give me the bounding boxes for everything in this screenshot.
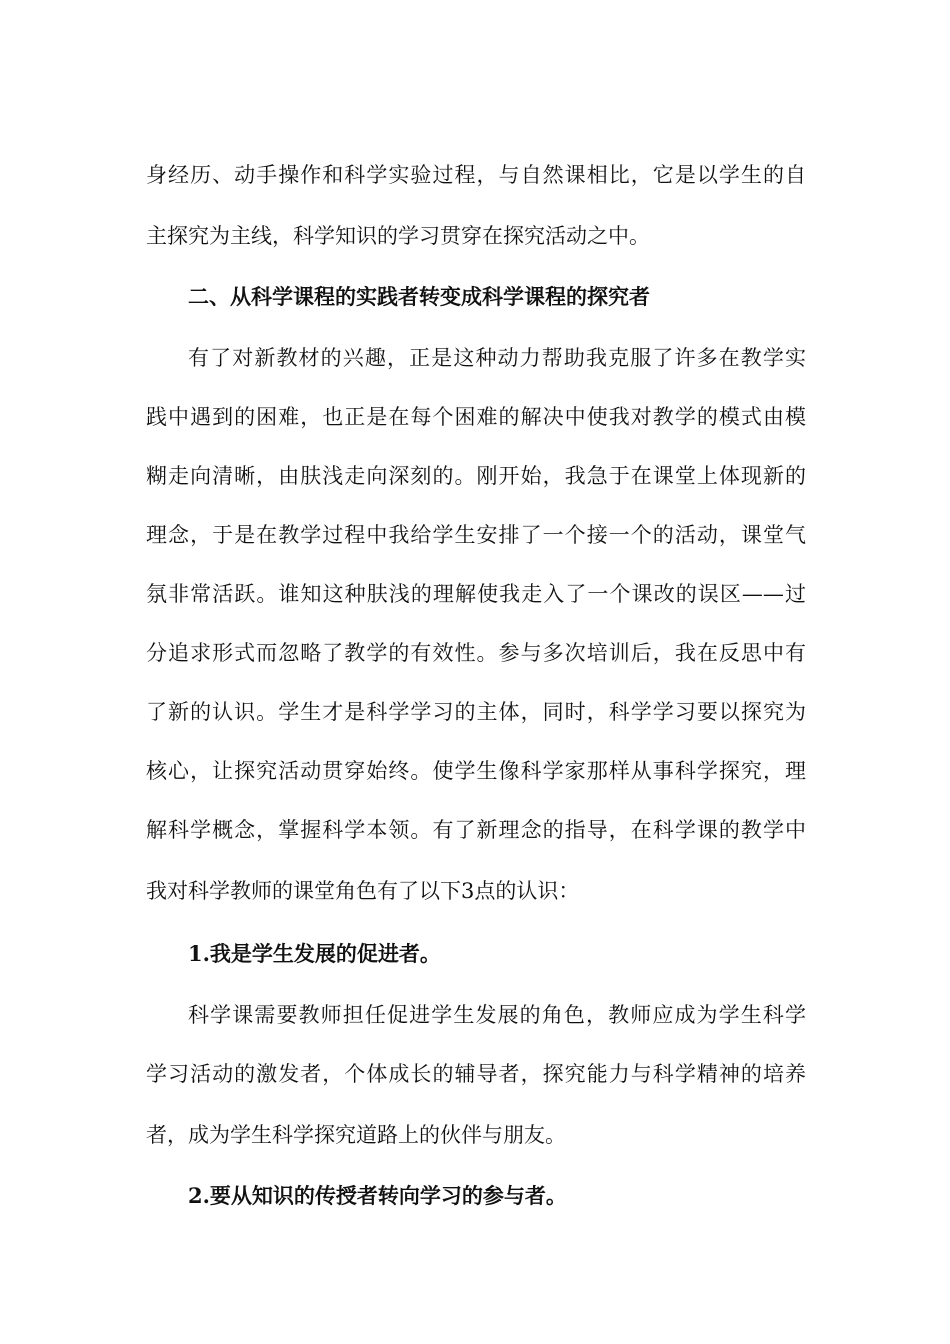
subsection-heading: 2.要从知识的传授者转向学习的参与者。 xyxy=(188,1183,567,1208)
paragraph-line: 核心，让探究活动贯穿始终。使学生像科学家那样从事科学探究，理 xyxy=(146,759,806,783)
paragraph-line: 身经历、动手操作和科学实验过程，与自然课相比，它是以学生的自 xyxy=(146,163,806,187)
paragraph-line: 科学课需要教师担任促进学生发展的角色，教师应成为学生科学 xyxy=(188,1003,806,1027)
paragraph-line: 氛非常活跃。谁知这种肤浅的理解使我走入了一个课改的误区——过 xyxy=(146,582,806,606)
paragraph-line: 主探究为主线，科学知识的学习贯穿在探究活动之中。 xyxy=(146,224,650,248)
subsection-heading: 1.我是学生发展的促进者。 xyxy=(188,941,441,966)
paragraph-line: 糊走向清晰，由肤浅走向深刻的。刚开始，我急于在课堂上体现新的 xyxy=(146,464,806,488)
section-heading: 二、从科学课程的实践者转变成科学课程的探究者 xyxy=(188,284,650,309)
paragraph-line: 学习活动的激发者，个体成长的辅导者，探究能力与科学精神的培养 xyxy=(146,1062,806,1086)
paragraph-line: 有了对新教材的兴趣，正是这种动力帮助我克服了许多在教学实 xyxy=(188,346,806,370)
paragraph-line: 者，成为学生科学探究道路上的伙伴与朋友。 xyxy=(146,1123,566,1147)
paragraph-line: 理念，于是在教学过程中我给学生安排了一个接一个的活动，课堂气 xyxy=(146,523,806,547)
paragraph-line: 了新的认识。学生才是科学学习的主体，同时，科学学习要以探究为 xyxy=(146,700,806,724)
paragraph-line: 践中遇到的困难，也正是在每个困难的解决中使我对教学的模式由模 xyxy=(146,405,806,429)
paragraph-line: 我对科学教师的课堂角色有了以下3点的认识： xyxy=(146,879,580,903)
paragraph-line: 分追求形式而忽略了教学的有效性。参与多次培训后，我在反思中有 xyxy=(146,641,806,665)
paragraph-line: 解科学概念，掌握科学本领。有了新理念的指导，在科学课的教学中 xyxy=(146,818,806,842)
